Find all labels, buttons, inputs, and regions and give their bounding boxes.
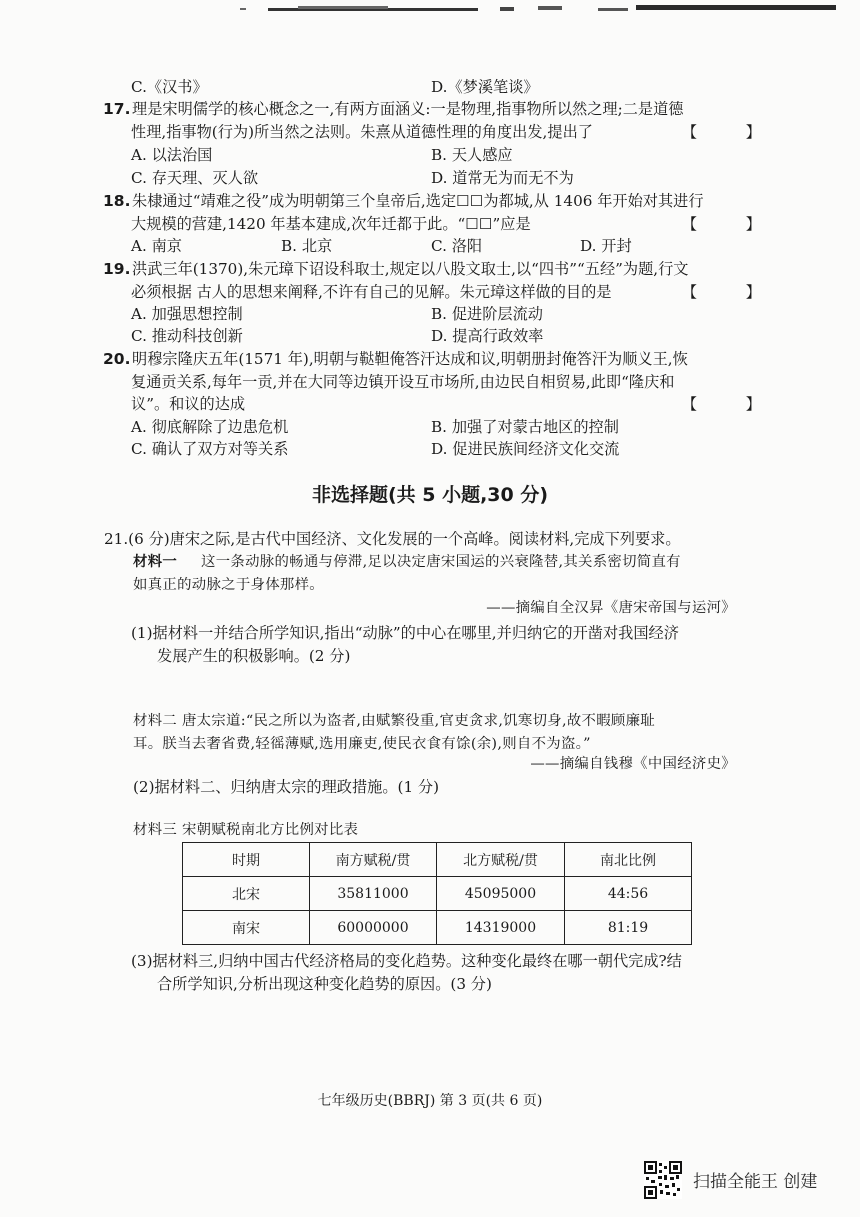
table-header-cell: 南方赋税/贯 [310, 843, 437, 877]
question-intro: 21.(6 分)唐宋之际,是古代中国经济、文化发展的一个高峰。阅读材料,完成下列要求。 [104, 530, 681, 548]
qr-code-icon [644, 1161, 682, 1199]
question-stem: 复通贡关系,每年一贡,并在大同等边镇开设互市场所,由边民自相贸易,此即“隆庆和 [131, 373, 675, 391]
option-a: A. 以法治国 [131, 146, 213, 164]
option-a: A. 彻底解除了边患危机 [131, 418, 289, 436]
question-number: 18. [103, 192, 131, 210]
option-b: B. 北京 [281, 237, 333, 255]
table-row [183, 911, 692, 945]
question-stem: 性理,指事物(行为)所当然之法则。朱熹从道德性理的角度出发,提出了 [131, 123, 593, 141]
sub-question-3: (3)据材料三,归纳中国古代经济格局的变化趋势。这种变化最终在哪一朝代完成?结 [131, 952, 682, 970]
question-stem: 朱棣通过“靖难之役”成为明朝第三个皇帝后,选定☐☐为都城,从 1406 年开始对其进行 [132, 192, 704, 210]
tax-comparison-table [182, 842, 692, 945]
question-stem: 大规模的营建,1420 年基本建成,次年迁都于此。“☐☐”应是 [131, 215, 531, 233]
table-header-cell: 北方赋税/贯 [437, 843, 565, 877]
option-b: B. 天人感应 [431, 146, 513, 164]
option-d: D. 道常无为而无不为 [431, 169, 574, 187]
option-c: C. 洛阳 [431, 237, 483, 255]
scanner-watermark: 扫描全能王 创建 [693, 1172, 818, 1192]
answer-bracket: 【 】 [682, 395, 783, 413]
answer-bracket: 【 】 [682, 215, 783, 233]
option-c: C. 存天理、灭人欲 [131, 169, 259, 187]
question-stem: 理是宋明儒学的核心概念之一,有两方面涵义:一是物理,指事物所以然之理;二是道德 [132, 100, 684, 118]
material-1-text: 这一条动脉的畅通与停滞,足以决定唐宋国运的兴衰隆替,其关系密切简直有 [201, 554, 681, 570]
question-number: 19. [103, 260, 131, 278]
option-a: A. 南京 [131, 237, 182, 255]
table-cell: 南宋 [183, 911, 310, 945]
option-d: D. 提高行政效率 [431, 327, 544, 345]
answer-bracket: 【 】 [682, 283, 783, 301]
section-title: 非选择题(共 5 小题,30 分) [311, 484, 549, 506]
table-header-cell: 时期 [183, 843, 310, 877]
q16-option-c: C.《汉书》 [131, 78, 208, 96]
table-cell: 60000000 [310, 911, 437, 945]
question-number: 20. [103, 350, 131, 368]
table-cell: 81:19 [565, 911, 692, 945]
material-3-caption: 材料三 宋朝赋税南北方比例对比表 [133, 822, 359, 838]
material-1-source: ——摘编自全汉昇《唐宋帝国与运河》 [486, 600, 736, 616]
table-header-row [183, 843, 692, 877]
material-1-text: 如真正的动脉之于身体那样。 [133, 577, 324, 593]
option-a: A. 加强思想控制 [131, 305, 243, 323]
sub-question-2: (2)据材料二、归纳唐太宗的理政措施。(1 分) [133, 778, 440, 796]
question-number: 17. [103, 100, 131, 118]
option-b: B. 加强了对蒙古地区的控制 [431, 418, 619, 436]
table-header-cell: 南北比例 [565, 843, 692, 877]
table-row [183, 877, 692, 911]
question-stem: 明穆宗隆庆五年(1571 年),明朝与鞑靼俺答汗达成和议,明朝册封俺答汗为顺义王,恢 [132, 350, 688, 368]
sub-question-1: (1)据材料一并结合所学知识,指出“动脉”的中心在哪里,并归纳它的开凿对我国经济 [131, 624, 679, 642]
option-d: D. 开封 [580, 237, 632, 255]
material-2-source: ——摘编自钱穆《中国经济史》 [530, 756, 736, 772]
table-cell: 35811000 [310, 877, 437, 911]
answer-bracket: 【 】 [682, 123, 783, 141]
table-cell: 北宋 [183, 877, 310, 911]
material-1-label: 材料一 [133, 553, 178, 570]
page-footer: 七年级历史(BBRJ) 第 3 页(共 6 页) [317, 1093, 543, 1109]
question-stem: 必须根据 古人的思想来阐释,不许有自己的见解。朱元璋这样做的目的是 [131, 283, 612, 301]
q16-option-d: D.《梦溪笔谈》 [431, 78, 539, 96]
scan-edge-artifact [0, 0, 860, 14]
option-c: C. 确认了双方对等关系 [131, 440, 289, 458]
material-2-text: 耳。朕当去奢省费,轻徭薄赋,选用廉吏,使民衣食有馀(余),则自不为盗。” [133, 736, 591, 752]
option-b: B. 促进阶层流动 [431, 305, 543, 323]
question-stem: 议”。和议的达成 [131, 395, 246, 413]
table-cell: 14319000 [437, 911, 565, 945]
material-2-text: 材料二 唐太宗道:“民之所以为盗者,由赋繁役重,官吏贪求,饥寒切身,故不暇顾廉耻 [133, 713, 655, 729]
option-c: C. 推动科技创新 [131, 327, 243, 345]
question-stem: 洪武三年(1370),朱元璋下诏设科取士,规定以八股文取士,以“四书”“五经”为题,行文 [132, 260, 689, 278]
table-cell: 45095000 [437, 877, 565, 911]
table-cell: 44:56 [565, 877, 692, 911]
sub-question-3: 合所学知识,分析出现这种变化趋势的原因。(3 分) [157, 975, 492, 993]
sub-question-1: 发展产生的积极影响。(2 分) [157, 647, 351, 665]
option-d: D. 促进民族间经济文化交流 [431, 440, 620, 458]
